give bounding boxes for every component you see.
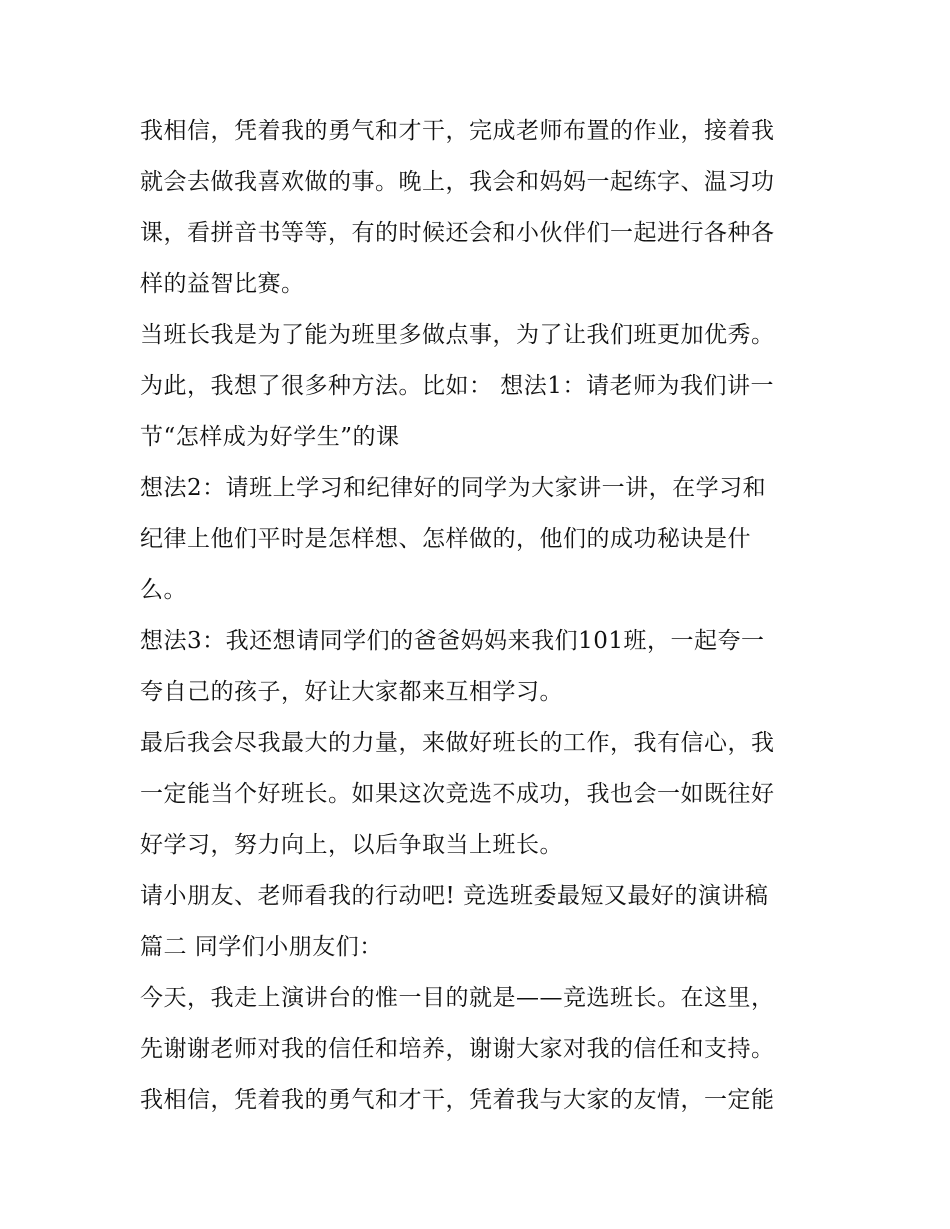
text-line: 最后我会尽我最大的力量，来做好班长的工作，我有信心，我 <box>140 730 775 756</box>
text-line: 今天，我走上演讲台的惟一目的就是——竞选班长。在这里， <box>140 985 775 1011</box>
text-line: 夸自己的孩子，好让大家都来互相学习。 <box>140 679 563 705</box>
text-line: 想法3：我还想请同学们的爸爸妈妈来我们101班，一起夸一 <box>140 628 765 654</box>
text-line: 为此，我想了很多种方法。比如： 想法1：请老师为我们讲一 <box>140 373 774 399</box>
text-line: 么。 <box>140 577 187 603</box>
text-line: 节“怎样成为好学生”的课 <box>140 424 400 450</box>
text-line: 先谢谢老师对我的信任和培养，谢谢大家对我的信任和支持。 <box>140 1036 775 1062</box>
text-line: 我相信，凭着我的勇气和才干，完成老师布置的作业，接着我 <box>140 118 775 144</box>
text-line: 纪律上他们平时是怎样想、怎样做的，他们的成功秘诀是什 <box>140 526 751 552</box>
text-line: 一定能当个好班长。如果这次竞选不成功，我也会一如既往好 <box>140 781 775 807</box>
text-line: 想法2：请班上学习和纪律好的同学为大家讲一讲，在学习和 <box>140 475 767 501</box>
text-line: 好学习，努力向上，以后争取当上班长。 <box>140 832 563 858</box>
text-line: 请小朋友、老师看我的行动吧! 竞选班委最短又最好的演讲稿 <box>140 883 769 909</box>
text-line: 就会去做我喜欢做的事。晚上，我会和妈妈一起练字、温习功 <box>140 169 775 195</box>
document-body <box>140 106 820 1126</box>
text-line: 篇二 同学们小朋友们： <box>140 934 383 960</box>
text-line: 当班长我是为了能为班里多做点事，为了让我们班更加优秀。 <box>140 322 775 348</box>
text-line: 样的益智比赛。 <box>140 271 305 297</box>
text-line: 我相信，凭着我的勇气和才干，凭着我与大家的友情，一定能 <box>140 1087 775 1113</box>
text-line: 课，看拼音书等等，有的时候还会和小伙伴们一起进行各种各 <box>140 220 775 246</box>
